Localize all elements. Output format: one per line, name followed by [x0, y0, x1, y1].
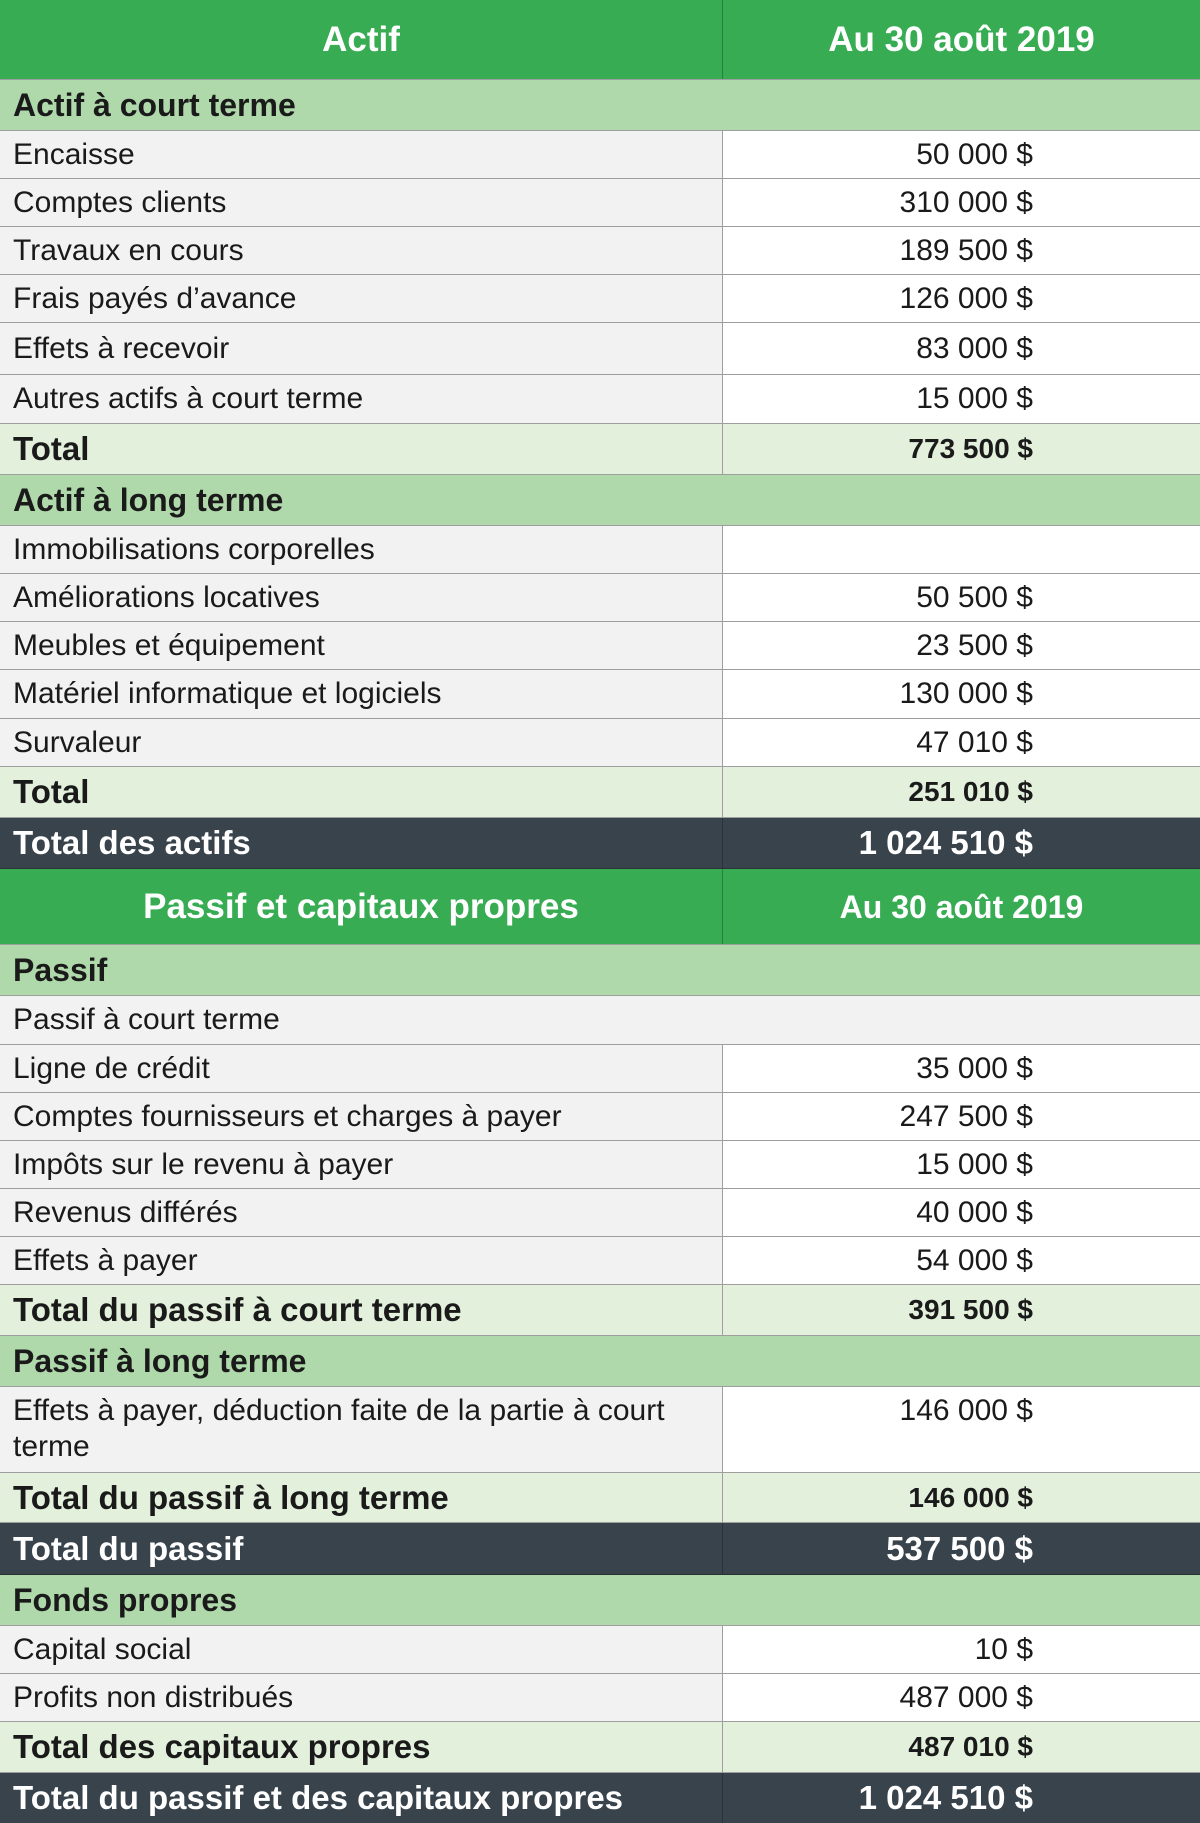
row-value: 15 000 $ [723, 375, 1200, 423]
current-assets-section [0, 80, 1200, 131]
row-value: 189 500 $ [723, 227, 1200, 274]
table-row [0, 574, 1200, 622]
grand-total-value: 537 500 $ [886, 1529, 1033, 1567]
subtotal-value: 487 010 $ [723, 1722, 1200, 1772]
table-row [0, 375, 1200, 424]
subtotal-label: Total des capitaux propres [0, 1722, 723, 1772]
table-row [0, 1387, 1200, 1473]
current-assets-total-row [0, 424, 1200, 475]
grand-total-value: 1 024 510 $ [858, 824, 1033, 861]
grand-total-label: Total des actifs [0, 818, 723, 868]
row-value [723, 526, 1200, 573]
row-label: Survaleur [0, 719, 723, 766]
row-value: 50 500 $ [723, 574, 1200, 621]
row-label: Autres actifs à court terme [0, 375, 723, 423]
table-row [0, 275, 1200, 323]
row-label: Effets à recevoir [0, 323, 723, 374]
grand-total-label: Total du passif et des capitaux propres [0, 1773, 723, 1823]
row-label: Comptes fournisseurs et charges à payer [0, 1093, 723, 1140]
grand-total-row [0, 1773, 1200, 1823]
current-liabilities-total-row [0, 1285, 1200, 1336]
row-label: Comptes clients [0, 179, 723, 226]
equity-section [0, 1575, 1200, 1626]
row-value: 146 000 $ [723, 1387, 1200, 1472]
row-value: 47 010 $ [723, 719, 1200, 766]
row-value: 247 500 $ [723, 1093, 1200, 1140]
row-label: Impôts sur le revenu à payer [0, 1141, 723, 1188]
subtotal-label: Total [0, 767, 723, 817]
assets-header-date: Au 30 août 2019 [828, 19, 1095, 59]
subtotal-value: 146 000 $ [723, 1473, 1200, 1522]
table-row [0, 719, 1200, 767]
row-value: 50 000 $ [723, 131, 1200, 178]
table-row [0, 323, 1200, 375]
assets-header-row [0, 0, 1200, 80]
table-row [0, 131, 1200, 179]
section-title: Passif à long terme [13, 1343, 307, 1379]
section-title: Fonds propres [13, 1582, 238, 1618]
table-row [0, 1237, 1200, 1285]
row-value: 310 000 $ [723, 179, 1200, 226]
subtotal-label: Total du passif à court terme [0, 1285, 723, 1335]
liabilities-section [0, 945, 1200, 996]
table-row [0, 1626, 1200, 1674]
subtotal-label: Total [0, 424, 723, 474]
section-title: Actif à court terme [13, 87, 296, 123]
long-term-assets-total-row [0, 767, 1200, 818]
grand-total-label: Total du passif [0, 1523, 723, 1574]
table-row [0, 227, 1200, 275]
table-row [0, 1093, 1200, 1141]
row-label: Capital social [0, 1626, 723, 1673]
equity-total-row [0, 1722, 1200, 1773]
subtotal-value: 391 500 $ [723, 1285, 1200, 1335]
total-liabilities-row [0, 1523, 1200, 1575]
row-value: 35 000 $ [723, 1045, 1200, 1092]
table-row [0, 526, 1200, 574]
total-assets-row [0, 818, 1200, 869]
liabilities-header-label: Passif et capitaux propres [0, 869, 723, 944]
row-label: Travaux en cours [0, 227, 723, 274]
section-title: Passif [13, 952, 108, 988]
liabilities-header-date: Au 30 août 2019 [839, 888, 1084, 925]
subsection-label: Passif à court terme [0, 996, 1200, 1044]
grand-total-value: 1 024 510 $ [858, 1779, 1033, 1816]
row-value: 126 000 $ [723, 275, 1200, 322]
row-label: Effets à payer, déduction faite de la partie à court terme [0, 1387, 723, 1472]
row-label: Meubles et équipement [0, 622, 723, 669]
table-row [0, 1045, 1200, 1093]
subtotal-label: Total du passif à long terme [0, 1473, 723, 1522]
table-row [0, 179, 1200, 227]
table-row [0, 670, 1200, 719]
row-value: 83 000 $ [723, 323, 1200, 374]
row-label: Frais payés d’avance [0, 275, 723, 322]
table-row [0, 622, 1200, 670]
row-label: Revenus différés [0, 1189, 723, 1236]
row-label: Profits non distribués [0, 1674, 723, 1721]
long-term-liabilities-total-row [0, 1473, 1200, 1523]
row-value: 23 500 $ [723, 622, 1200, 669]
table-row [0, 1674, 1200, 1722]
current-liabilities-label-row [0, 996, 1200, 1045]
row-label: Immobilisations corporelles [0, 526, 723, 573]
table-row [0, 1189, 1200, 1237]
subtotal-value: 251 010 $ [723, 767, 1200, 817]
table-row [0, 1141, 1200, 1189]
long-term-assets-section [0, 475, 1200, 526]
row-label: Ligne de crédit [0, 1045, 723, 1092]
row-value: 130 000 $ [723, 670, 1200, 718]
row-value: 487 000 $ [723, 1674, 1200, 1721]
row-value: 15 000 $ [723, 1141, 1200, 1188]
section-title: Actif à long terme [13, 482, 284, 518]
row-value: 10 $ [723, 1626, 1200, 1673]
liabilities-header-row [0, 869, 1200, 945]
subtotal-value: 773 500 $ [723, 424, 1200, 474]
assets-header-label: Actif [0, 0, 723, 79]
row-value: 54 000 $ [723, 1237, 1200, 1284]
row-label: Encaisse [0, 131, 723, 178]
long-term-liabilities-section [0, 1336, 1200, 1387]
row-label: Matériel informatique et logiciels [0, 670, 723, 718]
row-label: Améliorations locatives [0, 574, 723, 621]
row-value: 40 000 $ [723, 1189, 1200, 1236]
row-label: Effets à payer [0, 1237, 723, 1284]
